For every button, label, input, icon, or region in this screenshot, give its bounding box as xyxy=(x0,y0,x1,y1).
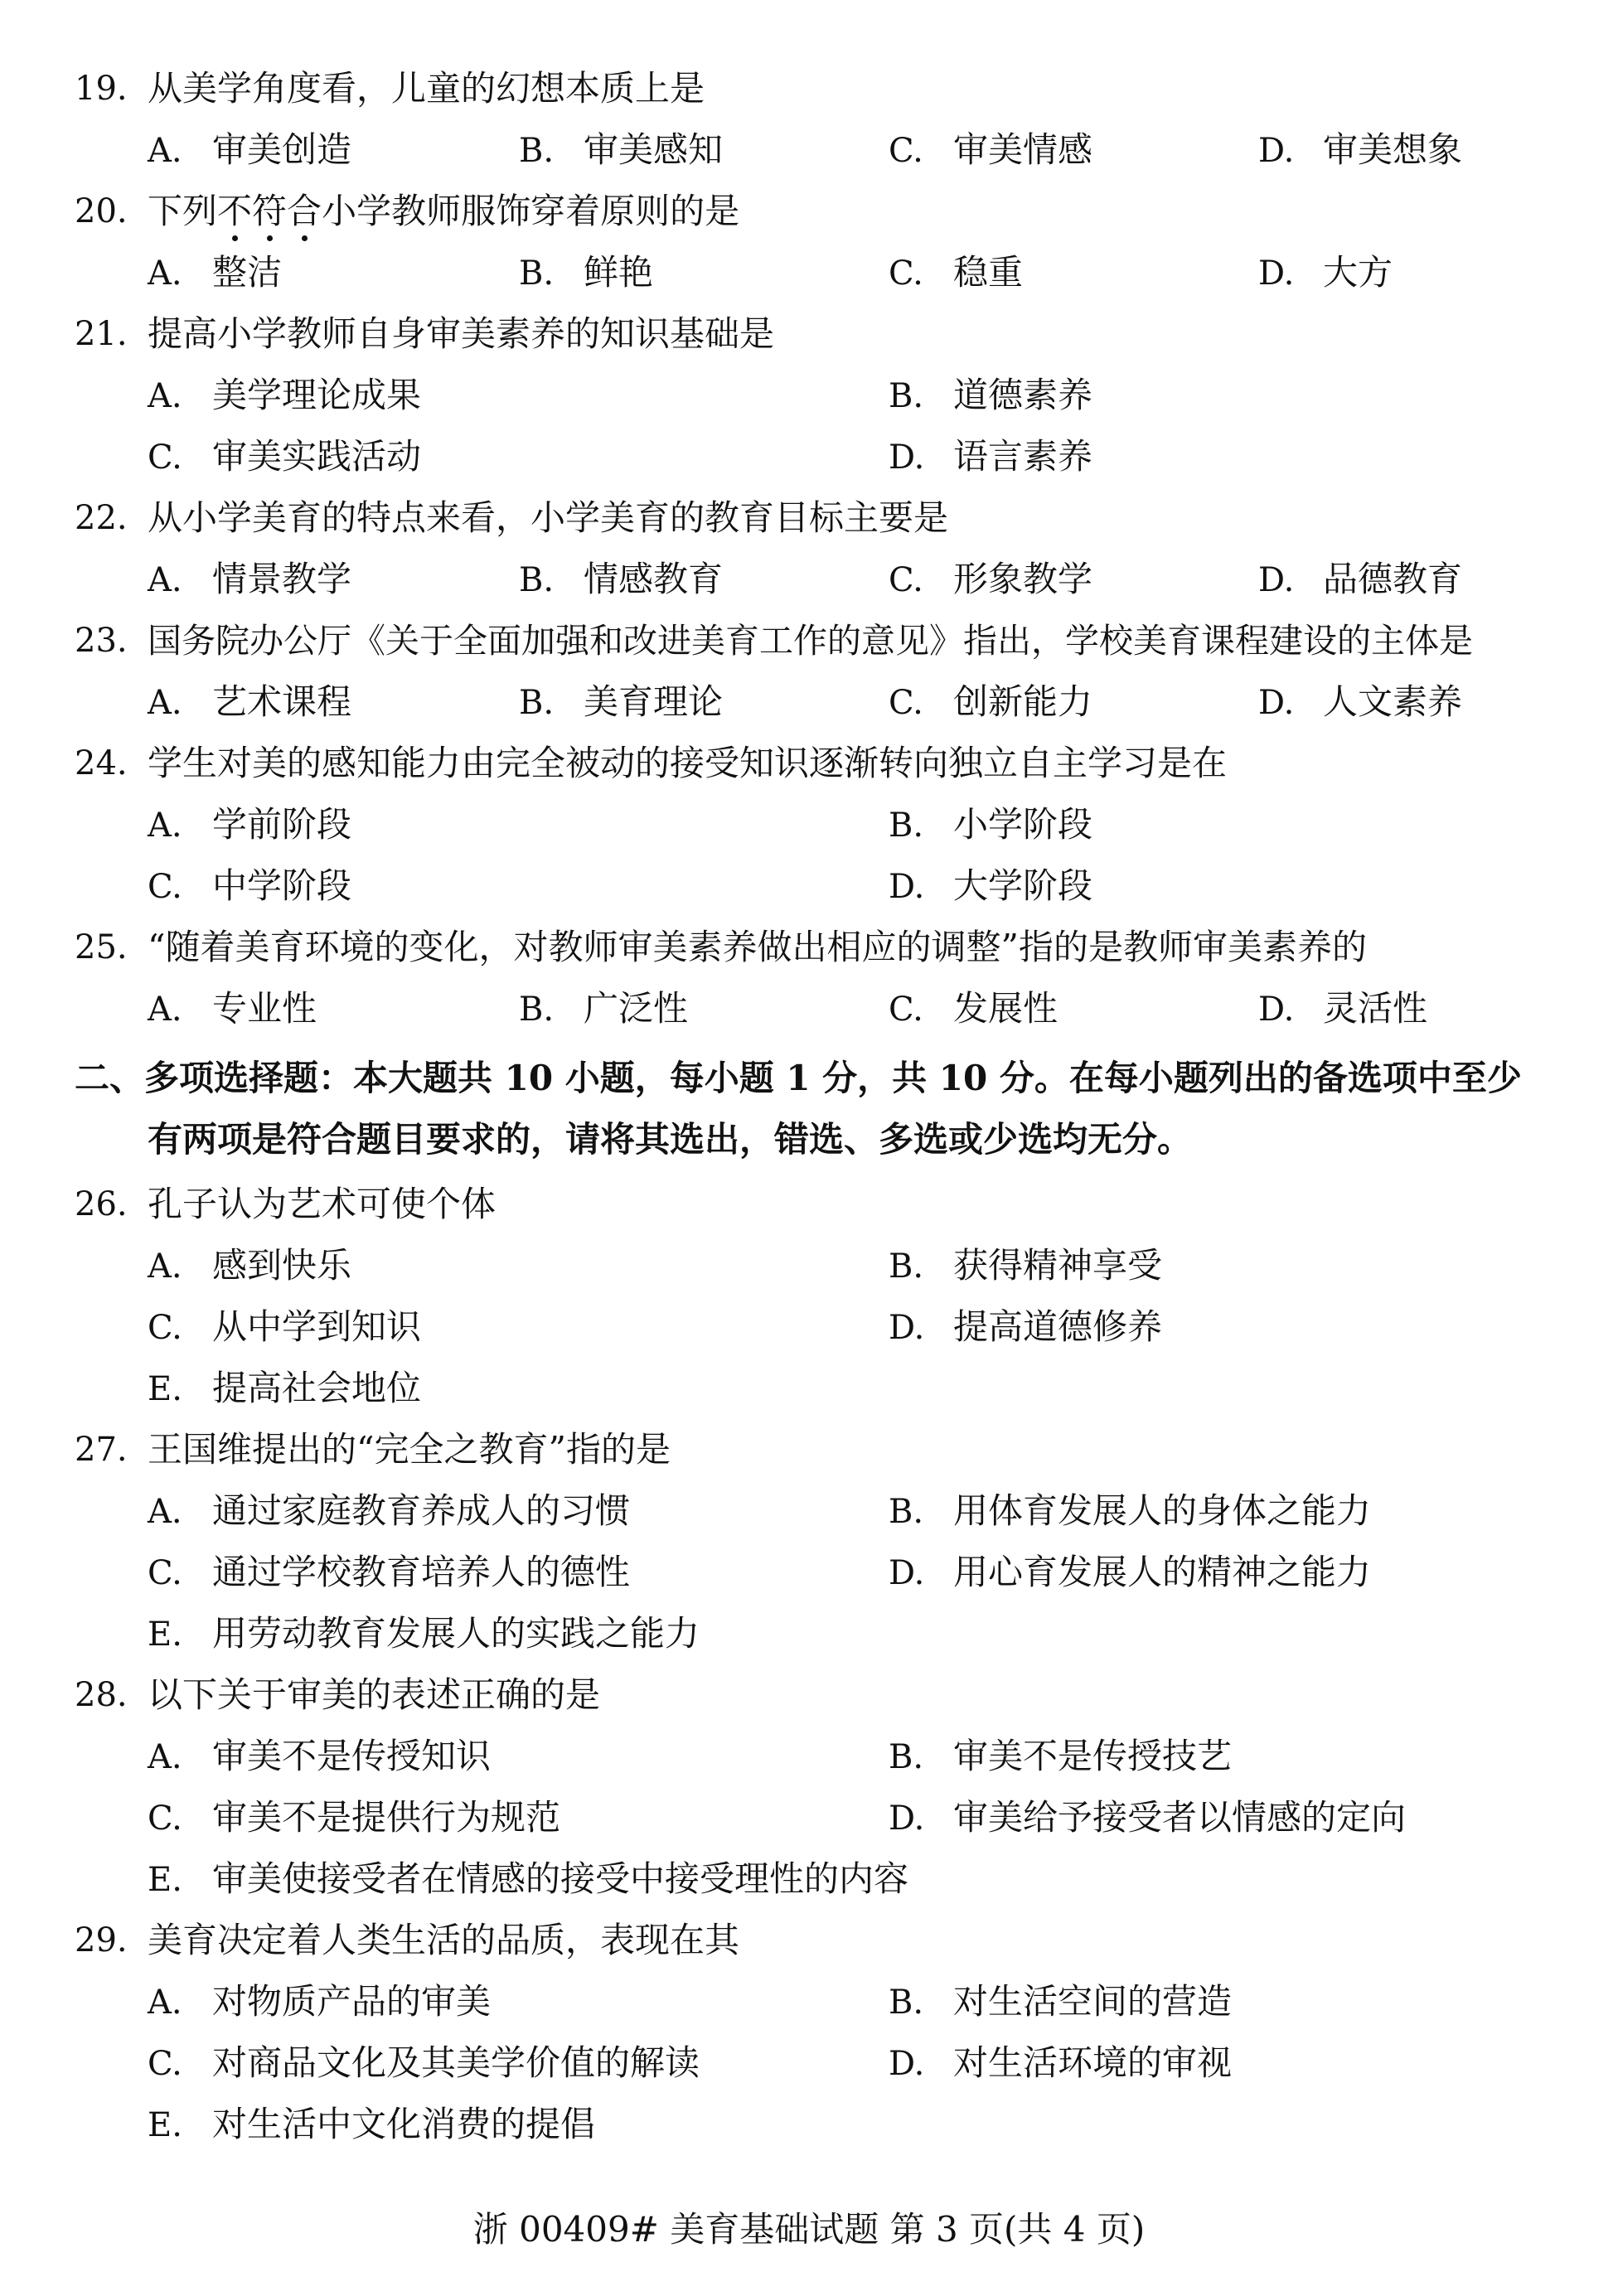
option-b: B. 鲜艳 xyxy=(519,252,654,293)
question-number: 29. xyxy=(75,1921,128,1959)
option-e: E. 审美使接受者在情感的接受中接受理性的内容 xyxy=(148,1858,909,1899)
question-text: 国务院办公厅《关于全面加强和改进美育工作的意见》指出，学校美育课程建设的主体是 xyxy=(148,621,1473,661)
emphasis-dot: 合 xyxy=(287,181,322,242)
option-c: C. 审美情感 xyxy=(889,129,1093,170)
option-c: C. 稳重 xyxy=(889,252,1024,293)
question-text: 王国维提出的“完全之教育”指的是 xyxy=(148,1429,671,1470)
question-number: 19. xyxy=(75,70,128,108)
option-a: A. 整洁 xyxy=(148,252,283,293)
option-d: D. 灵活性 xyxy=(1258,988,1428,1029)
option-d: D. 大学阶段 xyxy=(889,865,1093,906)
section-heading-line: 二、多项选择题：本大题共 10 小题，每小题 1 分，共 10 分。在每小题列出的备选项中至少 xyxy=(75,1058,1522,1098)
option-b: B. 对生活空间的营造 xyxy=(889,1981,1233,2022)
question-number: 27. xyxy=(75,1431,128,1469)
question-text: 孔子认为艺术可使个体 xyxy=(148,1184,497,1224)
option-a: A. 美学理论成果 xyxy=(148,375,422,415)
option-b: B. 小学阶段 xyxy=(889,804,1093,845)
option-d: D. 大方 xyxy=(1258,252,1393,293)
option-a: A. 感到快乐 xyxy=(148,1245,352,1286)
option-b: B. 审美感知 xyxy=(519,129,724,170)
emphasis-dot: 符 xyxy=(252,181,287,242)
question-number: 28. xyxy=(75,1676,128,1714)
option-a: A. 审美不是传授知识 xyxy=(148,1736,492,1776)
option-b: B. 审美不是传授技艺 xyxy=(889,1736,1233,1776)
option-a: A. 学前阶段 xyxy=(148,804,352,845)
question-text: 以下关于审美的表述正确的是 xyxy=(148,1674,601,1715)
question-text: 下列不符合小学教师服饰穿着原则的是 xyxy=(148,181,739,242)
option-d: D. 审美给予接受者以情感的定向 xyxy=(889,1797,1407,1838)
option-a: A. 情景教学 xyxy=(148,559,352,599)
question-number: 26. xyxy=(75,1185,128,1223)
option-c: C. 通过学校教育培养人的德性 xyxy=(148,1552,631,1592)
question-text: “随着美育环境的变化，对教师审美素养做出相应的调整”指的是教师审美素养的 xyxy=(148,927,1367,967)
option-c: C. 创新能力 xyxy=(889,681,1093,722)
option-b: B. 获得精神享受 xyxy=(889,1245,1163,1286)
option-a: A. 专业性 xyxy=(148,988,317,1029)
option-d: D. 用心育发展人的精神之能力 xyxy=(889,1552,1372,1592)
option-e: E. 提高社会地位 xyxy=(148,1368,422,1408)
option-a: A. 对物质产品的审美 xyxy=(148,1981,492,2022)
option-c: C. 审美实践活动 xyxy=(148,436,422,477)
option-b: B. 道德素养 xyxy=(889,375,1093,415)
question-number: 20. xyxy=(75,192,128,230)
question-number: 25. xyxy=(75,928,128,966)
option-c: C. 中学阶段 xyxy=(148,865,352,906)
question-text: 美育决定着人类生活的品质，表现在其 xyxy=(148,1920,740,1960)
option-a: A. 通过家庭教育养成人的习惯 xyxy=(148,1490,631,1531)
question-number: 24. xyxy=(75,744,128,782)
option-b: B. 情感教育 xyxy=(519,559,724,599)
option-c: C. 形象教学 xyxy=(889,559,1093,599)
option-d: D. 对生活环境的审视 xyxy=(889,2042,1233,2083)
option-d: D. 审美想象 xyxy=(1258,129,1463,170)
option-e: E. 用劳动教育发展人的实践之能力 xyxy=(148,1613,700,1654)
question-text: 从美学角度看，儿童的幻想本质上是 xyxy=(148,68,705,109)
question-number: 22. xyxy=(75,499,128,537)
option-d: D. 人文素养 xyxy=(1258,681,1463,722)
emphasis-dot: 不 xyxy=(217,181,252,242)
option-e: E. 对生活中文化消费的提倡 xyxy=(148,2104,596,2144)
option-b: B. 用体育发展人的身体之能力 xyxy=(889,1490,1372,1531)
question-text: 提高小学教师自身审美素养的知识基础是 xyxy=(148,313,775,354)
option-d: D. 品德教育 xyxy=(1258,559,1463,599)
option-d: D. 语言素养 xyxy=(889,436,1093,477)
option-c: C. 审美不是提供行为规范 xyxy=(148,1797,561,1838)
question-number: 23. xyxy=(75,622,128,660)
option-a: A. 艺术课程 xyxy=(148,681,352,722)
option-c: C. 对商品文化及其美学价值的解读 xyxy=(148,2042,700,2083)
question-text: 从小学美育的特点来看，小学美育的教育目标主要是 xyxy=(148,497,949,538)
section-heading xyxy=(75,1048,1558,1170)
question-text: 学生对美的感知能力由完全被动的接受知识逐渐转向独立自主学习是在 xyxy=(148,743,1228,783)
question-number: 21. xyxy=(75,315,128,353)
option-b: B. 广泛性 xyxy=(519,988,689,1029)
section-heading-line: 有两项是符合题目要求的，请将其选出，错选、多选或少选均无分。 xyxy=(148,1119,1193,1160)
option-b: B. 美育理论 xyxy=(519,681,724,722)
option-a: A. 审美创造 xyxy=(148,129,352,170)
option-c: C. 从中学到知识 xyxy=(148,1306,422,1347)
option-d: D. 提高道德修养 xyxy=(889,1306,1163,1347)
page-footer: 浙 00409# 美育基础试题 第 3 页(共 4 页) xyxy=(472,2209,1146,2250)
option-c: C. 发展性 xyxy=(889,988,1058,1029)
